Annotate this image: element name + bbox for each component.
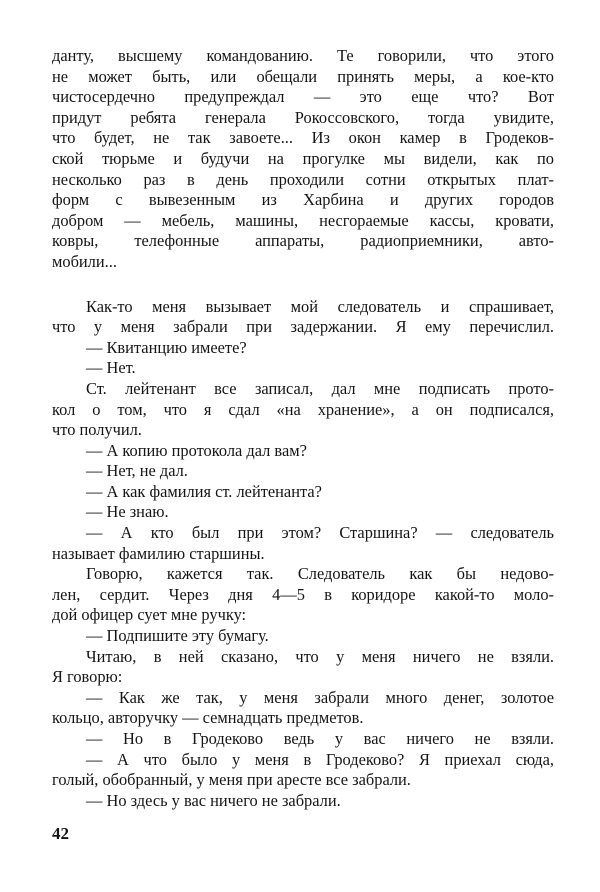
text-line: — Нет, не дал. (86, 461, 188, 481)
text-line: — А копию протокола дал вам? (86, 440, 307, 460)
text-line: Читаю, в ней сказано, что у меня ничего не взяли. (86, 646, 554, 666)
paragraph-gap (52, 273, 554, 297)
text-line: форм с вывезенным из Харбина и других городов (52, 190, 554, 210)
text-line: мобили... (52, 251, 117, 271)
text-line: Ст. лейтенант все записал, дал мне подписать прото- (86, 378, 554, 398)
text-line: чистосердечно предупреждал — это еще что? Вот (52, 87, 554, 107)
text-line: ковры, телефонные аппараты, радиоприемники, авто- (52, 231, 554, 251)
text-line: что у меня забрали при задержании. Я ему перечислил. (52, 317, 554, 337)
book-page-text (52, 46, 554, 811)
text-line: данту, высшему командованию. Те говорили, что этого (52, 46, 554, 65)
text-line: что получил. (52, 420, 142, 440)
text-line: называет фамилию старшины. (52, 543, 265, 563)
text-line: — Подпишите эту бумагу. (86, 626, 269, 646)
text-line: кол о том, что я сдал «на хранение», а он подписался, (52, 399, 554, 419)
text-line: что будет, не так завоете... Из окон камер в Гродеков- (52, 128, 554, 148)
text-line: Как-то меня вызывает мой следователь и спрашивает, (86, 296, 554, 316)
text-line: добром — мебель, машины, несгораемые кассы, кровати, (52, 210, 554, 230)
text-line: Говорю, кажется так. Следователь как бы недово- (86, 564, 554, 584)
text-line: — Как же так, у меня забрали много денег, золотое (86, 687, 554, 707)
text-line: — Не знаю. (86, 502, 169, 522)
text-line: — А как фамилия ст. лейтенанта? (86, 481, 322, 501)
text-line: — Квитанцию имеете? (86, 337, 247, 357)
text-line: — А кто был при этом? Старшина? — следователь (86, 523, 554, 543)
text-line: — А что было у меня в Гродеково? Я приехал сюда, (86, 749, 554, 769)
text-line: голый, обобранный, у меня при аресте все забрали. (52, 770, 411, 790)
page-number: 42 (52, 824, 69, 843)
text-line: Я говорю: (52, 667, 123, 687)
text-line: кольцо, авторучку — семнадцать предметов. (52, 708, 364, 728)
text-line: придут ребята генерала Рокоссовского, тогда увидите, (52, 107, 554, 127)
text-line: ской тюрьме и будучи на прогулке мы видели, как по (52, 148, 554, 168)
text-line: не может быть, или обещали принять меры, а кое-кто (52, 66, 554, 86)
text-line: — Нет. (86, 358, 136, 378)
text-line: несколько раз в день проходили сотни открытых плат- (52, 169, 554, 189)
text-line: лен, сердит. Через дня 4—5 в коридоре какой-то моло- (52, 584, 554, 604)
text-line: — Но здесь у вас ничего не забрали. (86, 790, 341, 810)
text-line: дой офицер сует мне ручку: (52, 605, 247, 625)
text-line: — Но в Гродеково ведь у вас ничего не взяли. (86, 729, 554, 748)
